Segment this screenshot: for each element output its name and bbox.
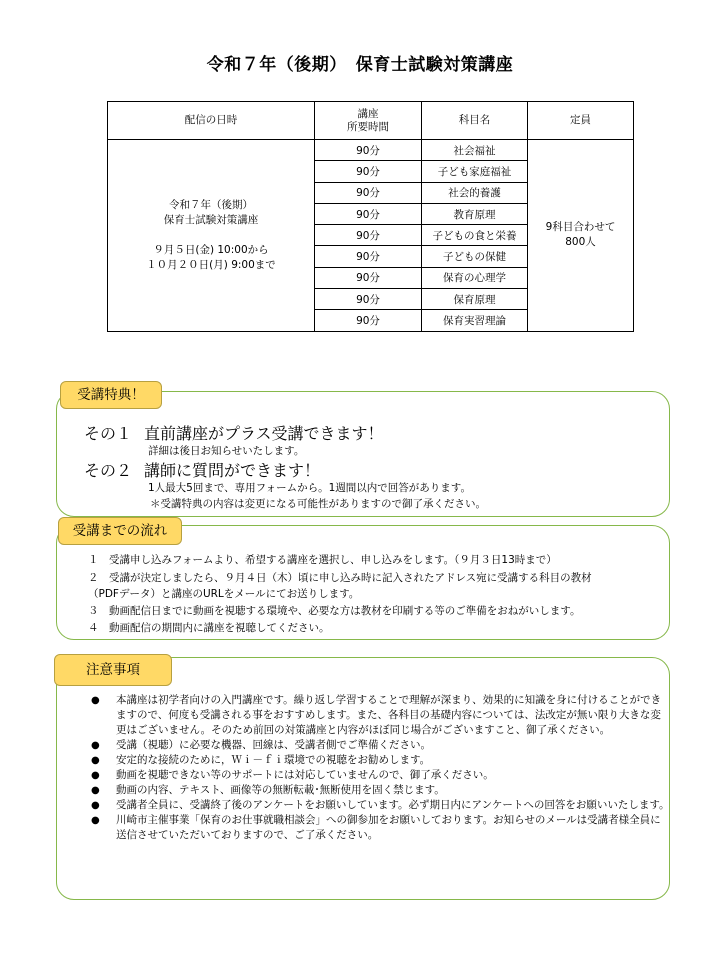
- flow-step-2-cont: （PDFデータ）と講座のURLをメールにてお送りします。: [88, 588, 360, 600]
- benefit-note: ＊受講特典の内容は変更になる可能性がありますので御了承ください。: [150, 498, 486, 510]
- info-line2: 保育士試験対策講座: [163, 213, 259, 226]
- benefits-tag: 受講特典！: [60, 381, 162, 409]
- list-item: [86, 783, 671, 798]
- info-line3: ９月５日(金) 10:00から: [153, 243, 269, 256]
- list-item: [86, 738, 671, 753]
- subject-cell: 教育原理: [422, 203, 528, 224]
- flow-step-2: ２ 受講が決定しましたら、９月４日（木）頃に申し込み時に記入されたアドレス宛に受講する科目の教材: [88, 572, 592, 584]
- header-duration: [315, 102, 422, 140]
- duration-cell: 90分: [315, 225, 422, 246]
- benefit-item-2: [84, 458, 320, 481]
- note-text: 本講座は初学者向けの入門講座です。繰り返し学習することで理解が深まり、効果的に知識を身に付けることができますので、何度も受講される事をおすすめします。また、各科目の基礎内容については、法改定が無い限り大きな変更はございません。そのため前回の対策講座と内容がほぼ同じ場合がございますこと、御了承ください。: [116, 694, 662, 736]
- flow-step-1: １ 受講申し込みフォームより、希望する講座を選択し、申し込みをします。（９月３日13時まで）: [88, 554, 557, 566]
- subject-cell: 保育実習理論: [422, 310, 528, 331]
- header-duration-line1: 講座: [357, 107, 379, 120]
- benefit-item-2-detail: 1人最大5回まで、専用フォームから。1週間以内で回答があります。: [148, 482, 471, 494]
- schedule-info-cell: [108, 140, 315, 332]
- page-title: 令和７年（後期） 保育士試験対策講座: [206, 55, 514, 75]
- schedule-table: [107, 101, 634, 332]
- bullet-icon: ●: [91, 695, 100, 706]
- capacity-cell: [528, 140, 634, 332]
- capacity-line1: 9科目合わせて: [545, 221, 616, 234]
- header-subject: 科目名: [422, 102, 528, 140]
- note-text: 受講（視聴）に必要な機器、回線は、受講者側でご準備ください。: [116, 739, 431, 751]
- subject-cell: 社会的養護: [422, 182, 528, 203]
- flow-step-3: ３ 動画配信日までに動画を視聴する環境や、必要な方は教材を印刷する等のご準備をおねがいします。: [88, 605, 581, 617]
- list-item: [86, 813, 671, 843]
- list-item: [86, 768, 671, 783]
- header-date: 配信の日時: [108, 102, 315, 140]
- duration-cell: 90分: [315, 203, 422, 224]
- duration-cell: 90分: [315, 267, 422, 288]
- notes-list: [86, 693, 671, 843]
- benefit-item-1: [84, 421, 384, 444]
- benefit-item-2-text: 講師に質問ができます！: [144, 461, 321, 480]
- capacity-line2: 800人: [565, 236, 596, 249]
- subject-cell: 保育の心理学: [422, 267, 528, 288]
- header-capacity: 定員: [528, 102, 634, 140]
- list-item: [86, 753, 671, 768]
- subject-cell: 子ども家庭福祉: [422, 161, 528, 182]
- subject-cell: 社会福祉: [422, 140, 528, 161]
- duration-cell: 90分: [315, 140, 422, 161]
- subject-cell: 保育原理: [422, 289, 528, 310]
- info-line4: １０月２０日(月) 9:00まで: [146, 258, 276, 271]
- header-duration-line2: 所要時間: [347, 120, 389, 133]
- duration-cell: 90分: [315, 289, 422, 310]
- flow-step-4: ４ 動画配信の期間内に講座を視聴してください。: [88, 622, 330, 634]
- bullet-icon: ●: [91, 785, 100, 796]
- subject-cell: 子どもの食と栄養: [422, 225, 528, 246]
- duration-cell: 90分: [315, 246, 422, 267]
- table-header-row: [108, 102, 634, 140]
- duration-cell: 90分: [315, 182, 422, 203]
- bullet-icon: ●: [91, 800, 100, 811]
- table-row: [108, 140, 634, 161]
- subject-cell: 子どもの保健: [422, 246, 528, 267]
- notes-tag: 注意事項: [54, 654, 172, 686]
- note-text: 動画を視聴できない等のサポートには対応していませんので、御了承ください。: [116, 769, 494, 781]
- info-line1: 令和７年（後期）: [169, 198, 253, 211]
- benefit-item-1-text: 直前講座がプラス受講できます！: [144, 424, 384, 443]
- list-item: [86, 798, 671, 813]
- duration-cell: 90分: [315, 161, 422, 182]
- flow-tag: 受講までの流れ: [58, 517, 182, 545]
- benefit-item-1-number: その１: [84, 424, 133, 443]
- benefit-item-1-detail: 詳細は後日お知らせいたします。: [148, 445, 305, 457]
- bullet-icon: ●: [91, 770, 100, 781]
- benefit-item-2-number: その２: [84, 461, 133, 480]
- note-text: 安定的な接続のために，Ｗｉ－ｆｉ環境での視聴をお勧めします。: [116, 754, 431, 766]
- duration-cell: 90分: [315, 310, 422, 331]
- note-text: 川崎市主催事業「保育のお仕事就職相談会」への御参加をお願いしております。お知らせのメールは受講者様全員に送信させていただいておりますので、ご了承ください。: [116, 814, 661, 841]
- bullet-icon: ●: [91, 755, 100, 766]
- note-text: 動画の内容、テキスト、画像等の無断転載･無断使用を固く禁じます。: [116, 784, 445, 796]
- note-text: 受講者全員に、受講終了後のアンケートをお願いしています。必ず期日内にアンケートへの回答をお願いいたします。: [116, 799, 670, 811]
- list-item: [86, 693, 671, 738]
- bullet-icon: ●: [91, 740, 100, 751]
- bullet-icon: ●: [91, 815, 100, 826]
